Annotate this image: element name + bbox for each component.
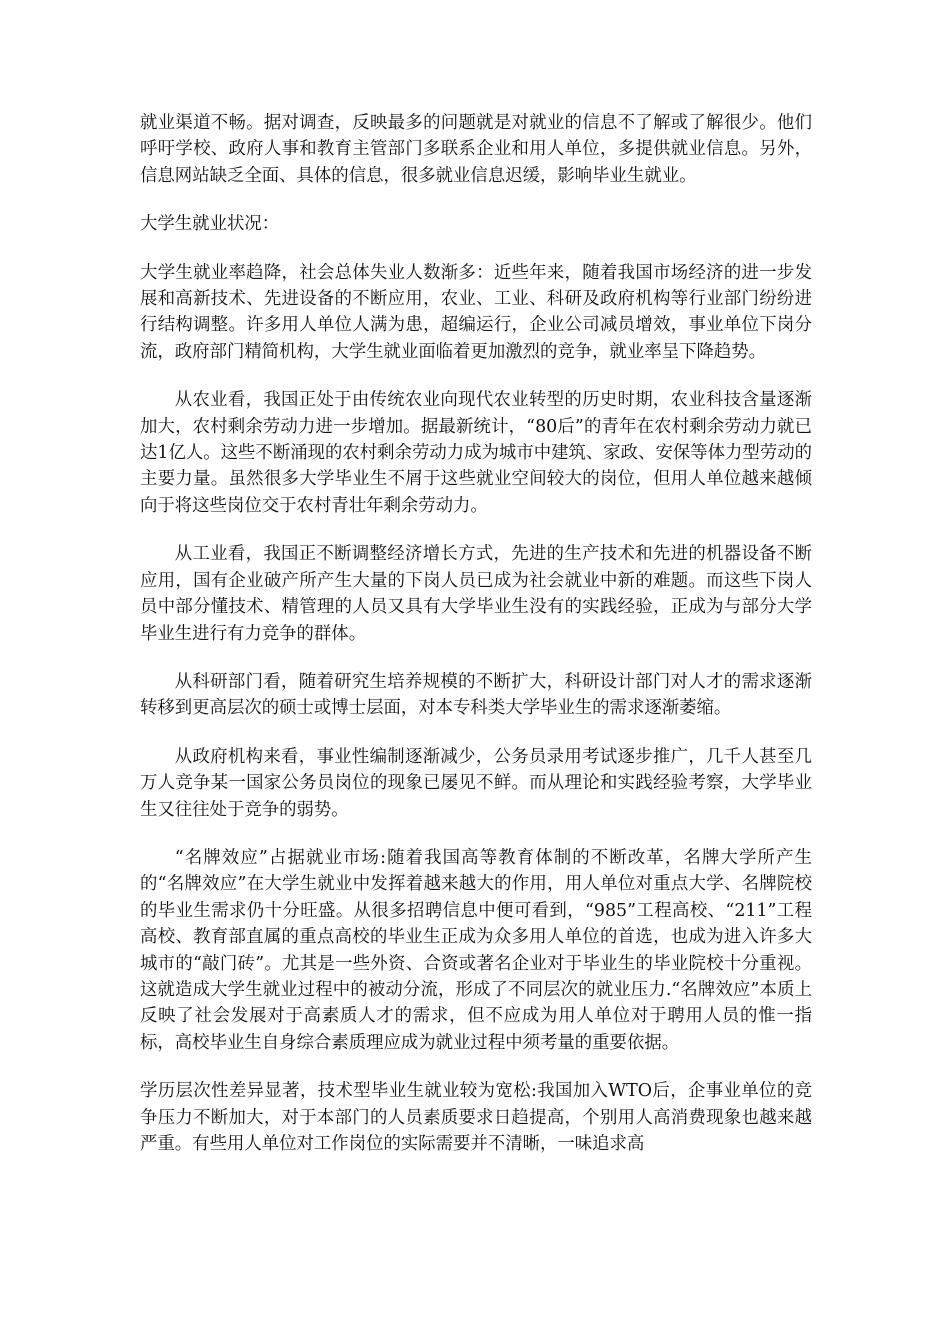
paragraph-agriculture: 从农业看，我国正处于由传统农业向现代农业转型的历史时期，农业科技含量逐渐加大，农村剩余劳动力进一步增加。据最新统计，“80后”的青年在农村剩余劳动力就已达1亿人。这些不断涌现的农村剩余劳动力成为城市中建筑、家政、安保等体力型劳动的主要力量。虽然很多大学毕业生不屑于这些就业空间较大的岗位，但用人单位越来越倾向于将这些岗位交于农村青壮年剩余劳动力。 — [140, 390, 812, 516]
paragraph-employment-channels: 就业渠道不畅。据对调查，反映最多的问题就是对就业的信息不了解或了解很少。他们呼吁学校、政府人事和教育主管部门多联系企业和用人单位，多提供就业信息。另外，信息网站缺乏全面、具体的信息，很多就业信息迟缓，影响毕业生就业。 — [140, 113, 812, 186]
paragraph-employment-rate-decline: 大学生就业率趋降，社会总体失业人数渐多：近些年来，随着我国市场经济的进一步发展和高新技术、先进设备的不断应用，农业、工业、科研及政府机构等行业部门纷纷进行结构调整。许多用人单位人满为患，超编运行，企业公司减员增效，事业单位下岗分流，政府部门精简机构，大学生就业面临着更加激烈的竞争，就业率呈下降趋势。 — [140, 262, 812, 362]
paragraph-research: 从科研部门看，随着研究生培养规模的不断扩大，科研设计部门对人才的需求逐渐转移到更高层次的硕士或博士层面，对本专科类大学毕业生的需求逐渐萎缩。 — [140, 671, 812, 719]
section-heading-employment-status: 大学生就业状况： — [140, 214, 280, 235]
paragraph-industry: 从工业看，我国正不断调整经济增长方式，先进的生产技术和先进的机器设备不断应用，国有企业破产所产生大量的下岗人员已成为社会就业中新的难题。而这些下岗人员中部分懂技术、精管理的人员又具有大学毕业生没有的实践经验，正成为与部分大学毕业生进行有力竞争的群体。 — [140, 544, 812, 644]
document-page — [140, 110, 812, 1157]
paragraph-government: 从政府机构来看，事业性编制逐渐减少，公务员录用考试逐步推广，几千人甚至几万人竞争某一国家公务员岗位的现象已屡见不鲜。而从理论和实践经验考察，大学毕业生又往往处于竞争的弱势。 — [140, 746, 812, 820]
paragraph-education-level: 学历层次性差异显著，技术型毕业生就业较为宽松:我国加入WTO后，企事业单位的竞争压力不断加大，对于本部门的人员素质要求日趋提高，个别用人高消费现象也越来越严重。有些用人单位对工作岗位的实际需要并不清晰，一味追求高 — [140, 1081, 812, 1154]
paragraph-brand-effect: “名牌效应”占据就业市场:随着我国高等教育体制的不断改革，名牌大学所产生的“名牌效应”在大学生就业中发挥着越来越大的作用，用人单位对重点大学、名牌院校的毕业生需求仍十分旺盛。从很多招聘信息中便可看到，“985”工程高校、“211”工程高校、教育部直属的重点高校的毕业生正成为众多用人单位的首选，也成为进入许多大城市的“敲门砖”。尤其是一些外资、合资或著名企业对于毕业生的毕业院校十分重视。这就造成大学生就业过程中的被动分流，形成了不同层次的就业压力.“名牌效应”本质上反映了社会发展对于高素质人才的需求，但不应成为用人单位对于聘用人员的惟一指标，高校毕业生自身综合素质理应成为就业过程中须考量的重要依据。 — [140, 847, 812, 1053]
